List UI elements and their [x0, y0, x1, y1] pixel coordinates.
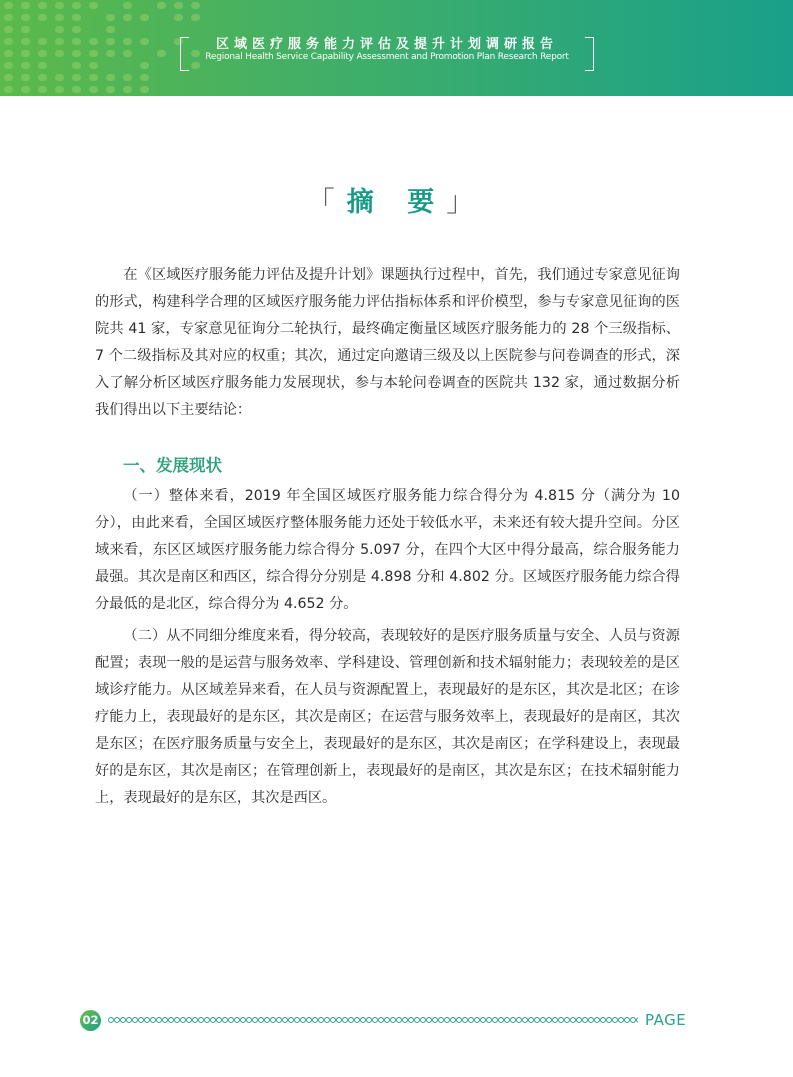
decor-dot [174, 2, 183, 9]
abstract-bracket-left: 「 [306, 185, 347, 218]
decor-dot [21, 86, 30, 93]
decor-dot [38, 50, 47, 57]
decor-dot [21, 62, 30, 69]
decor-dot [174, 14, 183, 21]
decor-dot [89, 62, 98, 69]
decor-dot [106, 50, 115, 57]
decor-dot [55, 14, 64, 21]
decor-dot [72, 14, 81, 21]
decor-dot [55, 86, 64, 93]
decor-dot [72, 86, 81, 93]
decor-dot [4, 50, 13, 57]
decor-dot [21, 50, 30, 57]
decor-dot [157, 2, 166, 9]
decor-dot [89, 74, 98, 81]
decor-dot [4, 2, 13, 9]
header-banner [0, 0, 793, 96]
intro-paragraph: 在《区域医疗服务能力评估及提升计划》课题执行过程中，首先，我们通过专家意见征询的形式，构建科学合理的区域医疗服务能力评估指标体系和评价模型，参与专家意见征询的医院共 41 家，专家意见征询分二轮执行，最终确定衡量区域医疗服务能力的 28 个三级指标、7 个二级指标及其对应的权重；其次，通过定向邀请三级及以上医院参与问卷调查的形式，深入了解分析区域医疗服务能力发展现状，参与本轮问卷调查的医院共 132 家，通过数据分析我们得出以下主要结论： [95, 267, 680, 418]
decor-dot [140, 86, 149, 93]
decor-dot [21, 14, 30, 21]
decor-dot [55, 26, 64, 33]
decor-dot [106, 26, 115, 33]
decor-dot [72, 38, 81, 45]
decor-dot [4, 14, 13, 21]
decor-dot [72, 62, 81, 69]
decor-dot [123, 86, 132, 93]
decor-dot [4, 86, 13, 93]
decor-dot [38, 62, 47, 69]
point-one-paragraph: （一）整体来看，2019 年全国区域医疗服务能力综合得分为 4.815 分（满分为 10 分），由此来看，全国区域医疗整体服务能力还处于较低水平，未来还有较大提升空间。分区域来看，东区区域医疗服务能力综合得分 5.097 分，在四个大区中得分最高，综合服务能力最强。其次是南区和西区，综合得分分别是 4.898 分和 4.802 分。区域医疗服务能力综合得分最低的是北区，综合得分为 4.652 分。 [95, 488, 680, 612]
decor-dot [72, 2, 81, 9]
footer-wave-path [108, 1020, 638, 1023]
decor-dot [106, 14, 115, 21]
decor-dot [72, 50, 81, 57]
point-two-paragraph: （二）从不同细分维度来看，得分较高，表现较好的是医疗服务质量与安全、人员与资源配置；表现一般的是运营与服务效率、学科建设、管理创新和技术辐射能力；表现较差的是区域诊疗能力。从区域差异来看，在人员与资源配置上，表现最好的是东区，其次是北区；在诊疗能力上，表现最好的是东区，其次是南区；在运营与服务效率上，表现最好的是南区，其次是东区；在医疗服务质量与安全上，表现最好的是东区，其次是南区；在学科建设上，表现最好的是东区，其次是南区；在管理创新上，表现最好的是南区，其次是东区；在技术辐射能力上，表现最好的是东区，其次是西区。 [95, 628, 680, 806]
decor-dot [55, 50, 64, 57]
page-number-badge: 02 [80, 1010, 101, 1031]
decor-dot [140, 74, 149, 81]
decor-dot [38, 86, 47, 93]
footer-wave-line [108, 1014, 638, 1026]
decor-dot [123, 74, 132, 81]
decor-dot [55, 38, 64, 45]
decor-dot [55, 74, 64, 81]
decor-dot [89, 38, 98, 45]
footer-wave-path [108, 1018, 638, 1021]
decor-dot [106, 38, 115, 45]
decor-dot [140, 14, 149, 21]
decor-dot [123, 50, 132, 57]
decor-dot [21, 2, 30, 9]
section-heading: 一、发展现状 [123, 456, 222, 475]
decor-dot [4, 74, 13, 81]
abstract-heading [0, 180, 793, 220]
decor-dot [89, 50, 98, 57]
decor-dot [89, 86, 98, 93]
decor-dot [106, 74, 115, 81]
decor-dot [140, 38, 149, 45]
decor-dot [123, 2, 132, 9]
abstract-bracket-right: 」 [446, 185, 487, 218]
decor-dot [106, 86, 115, 93]
abstract-title: 摘 要 [346, 187, 447, 218]
decor-dot [21, 26, 30, 33]
decor-dot [21, 38, 30, 45]
decor-dot [191, 2, 200, 9]
page-label: PAGE [645, 1011, 687, 1029]
report-title-cn: 区域医疗服务能力评估及提升计划调研报告 [215, 37, 558, 52]
decor-dot [38, 38, 47, 45]
decor-dot [21, 74, 30, 81]
decor-dot [38, 2, 47, 9]
report-title-box [180, 37, 594, 69]
decor-dot [140, 62, 149, 69]
decor-dot [55, 2, 64, 9]
decor-dot [89, 2, 98, 9]
decor-dot [4, 26, 13, 33]
decor-dot [4, 62, 13, 69]
decor-dot [123, 38, 132, 45]
report-title-en: Regional Health Service Capability Assessment and Promotion Plan Research Report [205, 52, 569, 62]
decor-dot [38, 14, 47, 21]
decor-dot [72, 26, 81, 33]
decor-dot [38, 74, 47, 81]
dot-pattern-decoration [0, 0, 210, 96]
decor-dot [72, 74, 81, 81]
decor-dot [191, 14, 200, 21]
decor-dot [157, 50, 166, 57]
decor-dot [4, 38, 13, 45]
decor-dot [123, 14, 132, 21]
